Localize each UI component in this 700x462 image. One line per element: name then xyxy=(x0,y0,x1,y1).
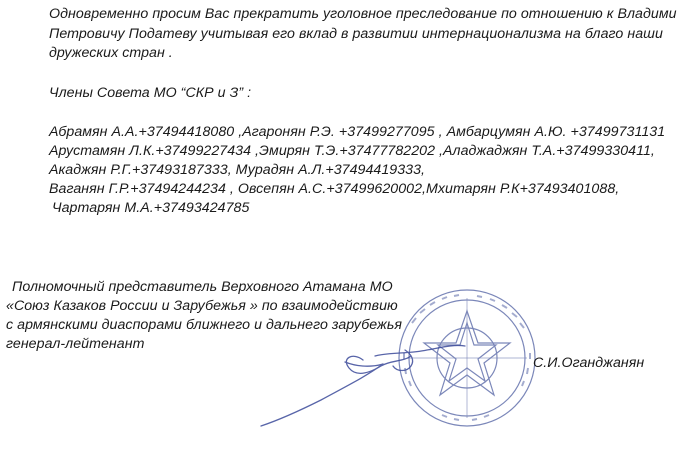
request-line-1: Одновременно просим Вас прекратить уголовное преследование по отношению к Владими xyxy=(49,6,677,22)
council-member-line: Ваганян Г.Р.+37494244234 , Овсепян А.С.+37499620002,Мхитарян Р.К+37493401088, xyxy=(49,181,620,197)
council-member-line: Абрамян А.А.+37494418080 ,Агаронян Р.Э. +37499277095 , Амбарцумян А.Ю. +37499731131 xyxy=(49,124,666,140)
signatory-name: С.И.Оганджанян xyxy=(533,355,645,371)
council-member-line: Акаджян Р.Г.+37493187333, Мурадян А.Л.+37494419333, xyxy=(49,162,426,178)
council-heading: Члены Совета МО “СКР и З” : xyxy=(49,85,252,101)
handwritten-signature-icon xyxy=(255,320,485,430)
signatory-title-line: с армянскими диаспорами ближнего и дальнего зарубежья xyxy=(6,317,402,333)
signatory-title-line: «Союз Казаков России и Зарубежья » по взаимодействию xyxy=(6,298,398,314)
signatory-rank: генерал-лейтенант xyxy=(6,336,145,352)
council-member-line: Арустамян Л.К.+37499227434 ,Эмирян Т.Э.+37477782202 ,Аладжаджян Т.А.+37499330411, xyxy=(49,143,655,159)
request-line-3: дружеских стран . xyxy=(49,45,173,61)
council-member-line: Чартарян М.А.+37493424785 xyxy=(52,200,250,216)
request-line-2: Петровичу Податеву учитывая его вклад в развитии интернационализма на благо наши xyxy=(49,26,663,42)
signatory-title-line: Полномочный представитель Верховного Атамана МО xyxy=(12,279,393,295)
